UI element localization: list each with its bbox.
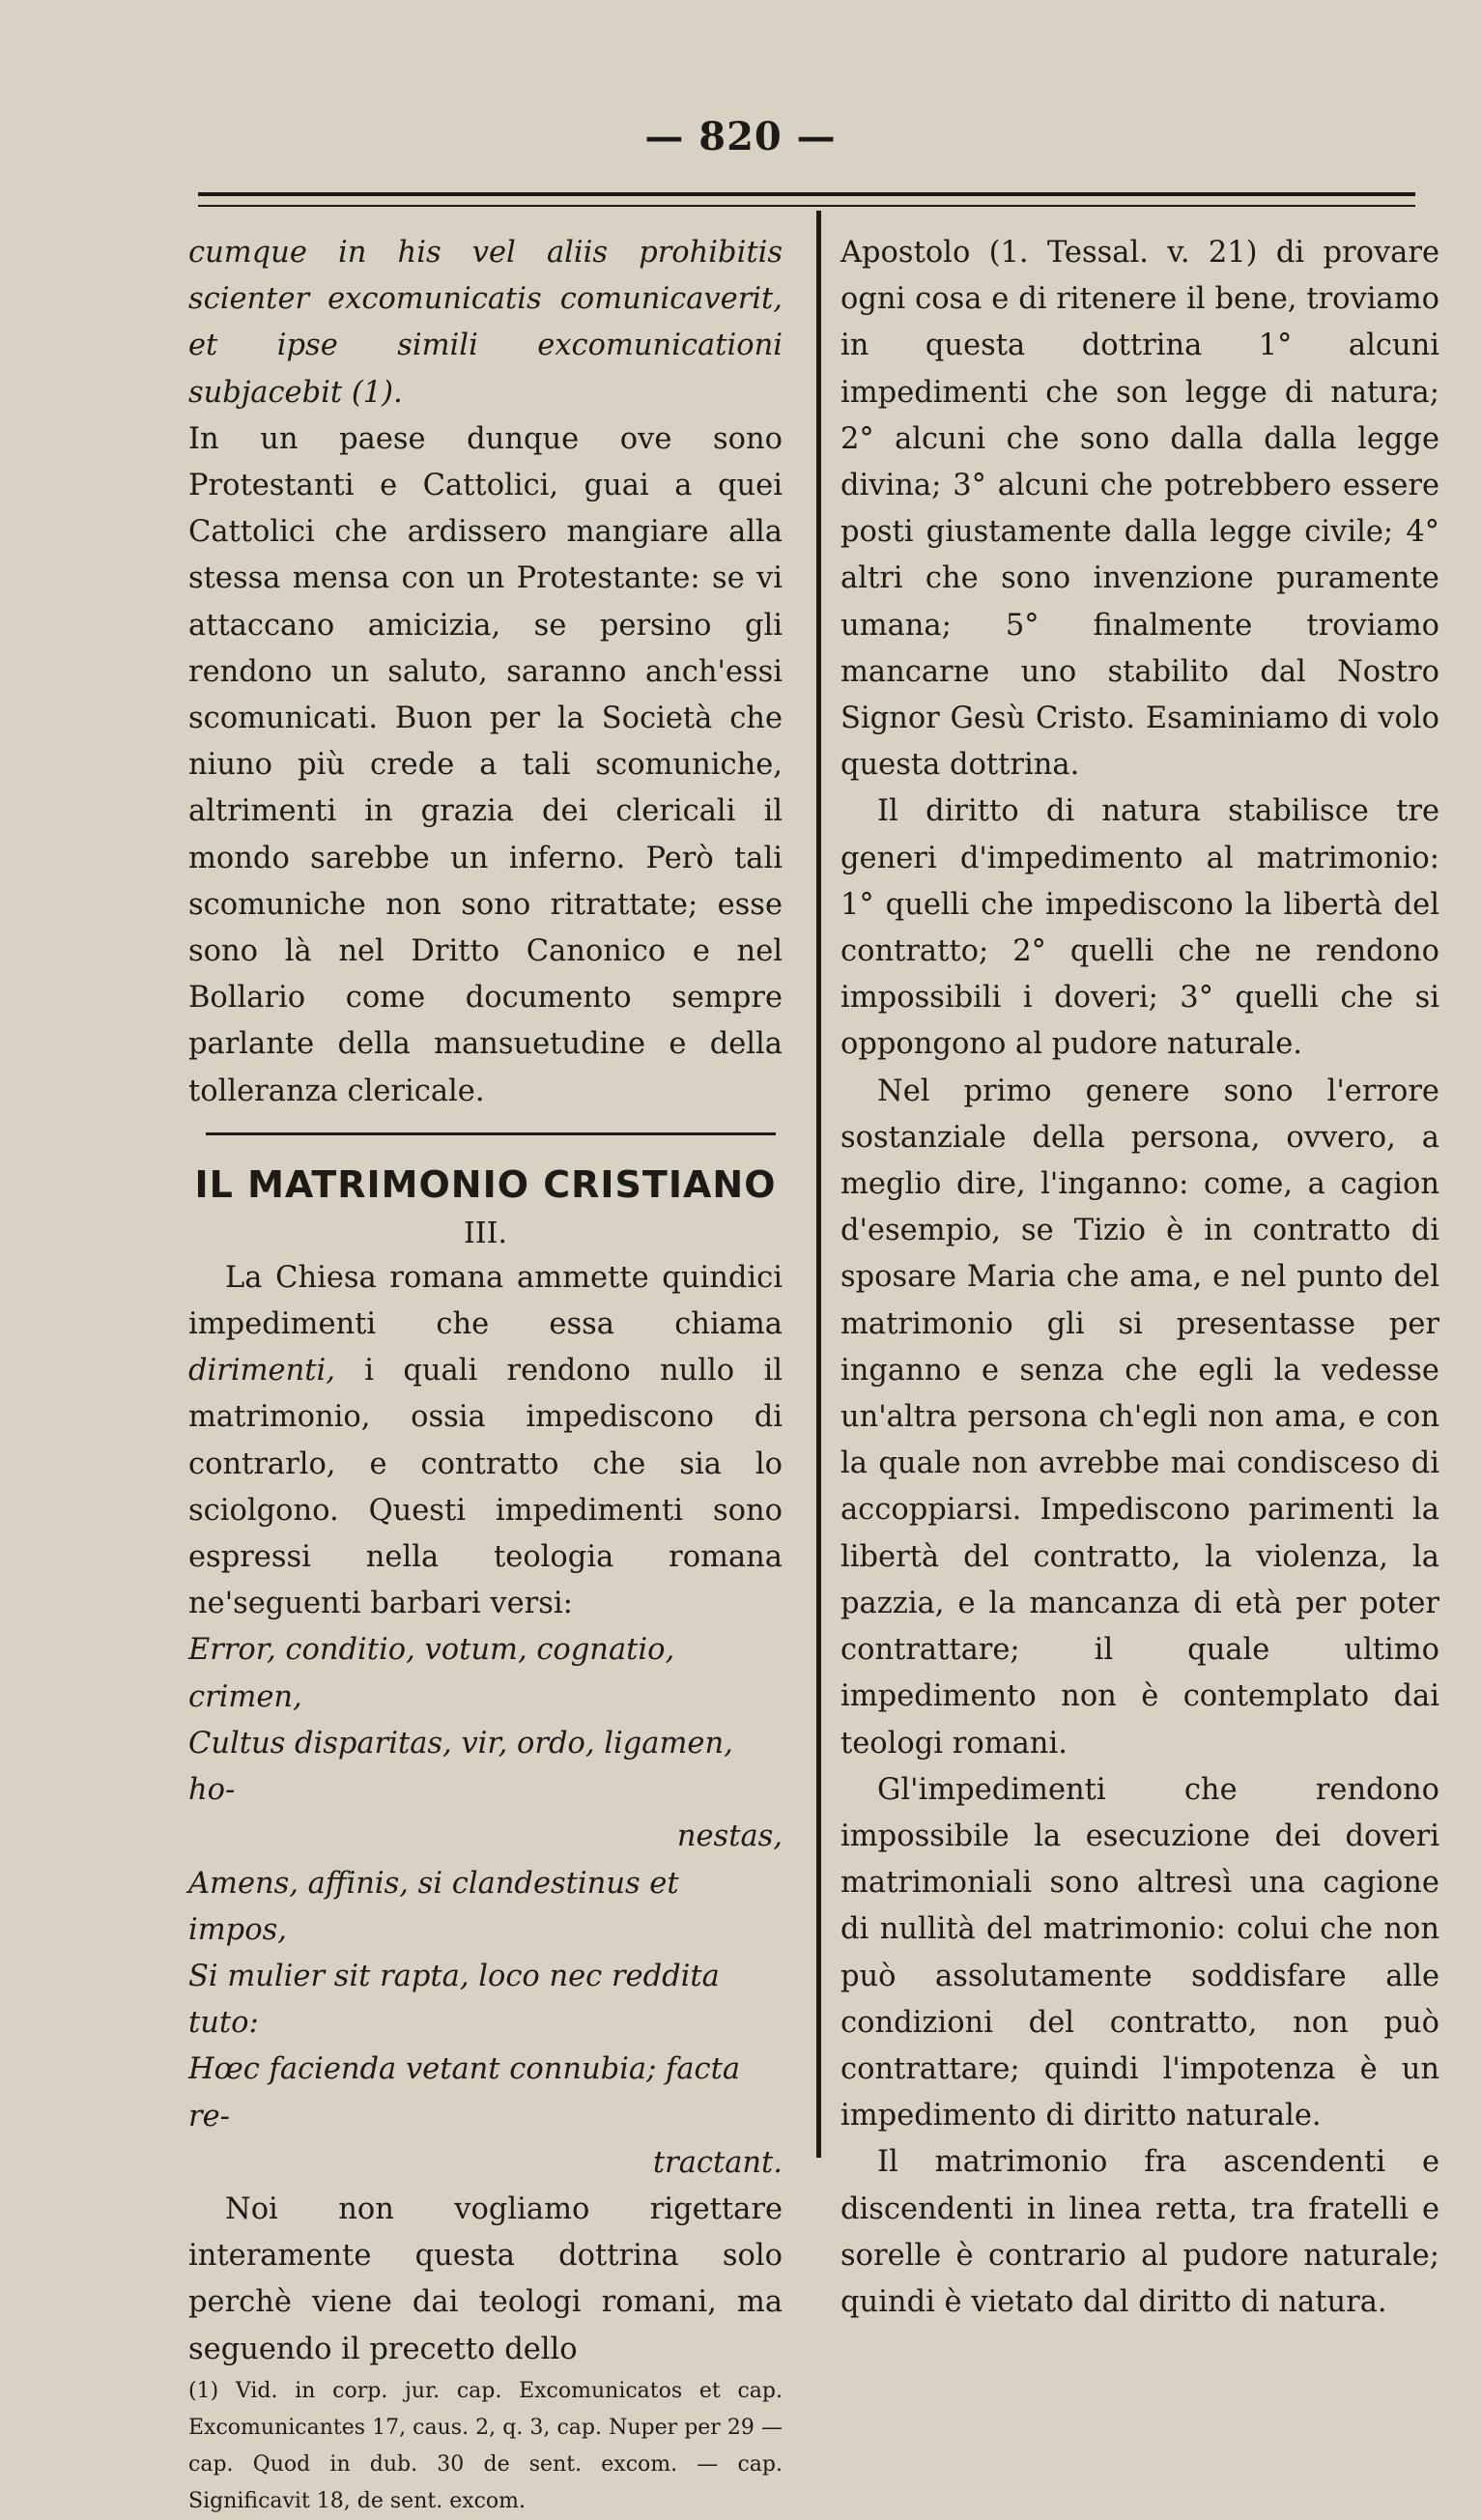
- right-paragraph-3: Nel primo genere sono l'errore sostanziale della persona, ovvero, a meglio dire, l'inganno: come, a cagion d'esempio, se Tizio è in contratto di sposare Maria che ama, e nel punto del matrimonio gli si presentasse per inganno e senza che egli la vedesse un'altra persona ch'egli non ama, e con la quale non avrebbe mai condisceso di accoppiarsi. Impediscono parimenti la libertà del contratto, la violenza, la pazzia, e la mancanza di età per poter contrattare; il quale ultimo impedimento non è contemplato dai teologi romani.: [840, 1074, 1439, 1761]
- right-paragraph-1: Apostolo (1. Tessal. v. 21) di provare ogni cosa e di ritenere il bene, troviamo in questa dottrina 1° alcuni impedimenti che son legge di natura; 2° alcuni che sono dalla dalla legge divina; 3° alcuni che potrebbero essere posti giustamente dalla legge civile; 4° altri che sono invenzione puramente umana; 5° finalmente troviamo mancarne uno stabilito dal Nostro Signor Gesù Cristo. Esaminiamo di volo questa dottrina.: [840, 236, 1439, 783]
- right-paragraph-5: Il matrimonio fra ascendenti e discendenti in linea retta, tra fratelli e sorelle è contrario al pudore naturale; quindi è vietato dal diritto di natura.: [840, 2145, 1439, 2319]
- right-paragraph-2: Il diritto di natura stabilisce tre generi d'impedimento al matrimonio: 1° quelli che impediscono la libertà del contratto; 2° quelli che ne rendono impossibili i doveri; 3° quelli che si oppongono al pudore naturale.: [840, 794, 1439, 1062]
- right-paragraph-4: Gl'impedimenti che rendono impossibile la esecuzione dei doveri matrimoniali sono altresì una cagione di nullità del matrimonio: colui che non può assolutamente soddisfare alle condizioni del contratto, non può contrattare; quindi l'impotenza è un impedimento di diritto naturale.: [840, 1772, 1439, 2133]
- verse-line: Amens, affinis, si clandestinus et impos,: [188, 1866, 679, 1947]
- section-rule: [206, 1132, 776, 1135]
- right-column: [840, 230, 1439, 2326]
- column-divider: [816, 211, 821, 2158]
- term-dirimenti: dirimenti,: [188, 1354, 335, 1389]
- verse-line: Hœc facienda vetant connubia; facta re-: [188, 2052, 741, 2133]
- page-number: — 820 —: [644, 114, 837, 159]
- opening-latin-quote: cumque in his vel aliis prohibitis scienter excomunicatis comunicaverit, et ipse simili excomunicationi subjacebit (1).: [188, 236, 783, 410]
- left-paragraph-3: Noi non vogliamo rigettare interamente questa dottrina solo perchè viene dai teologi romani, ma seguendo il precetto dello: [188, 2191, 783, 2366]
- left-column: [188, 230, 783, 2520]
- section-title: IL MATRIMONIO CRISTIANO: [194, 1162, 777, 1206]
- paragraph-2-start: La Chiesa romana ammette quindici impedimenti che essa chiama: [188, 1260, 783, 1342]
- left-paragraph-1: In un paese dunque ove sono Protestanti e Cattolici, guai a quei Cattolici che ardissero mangiare alla stessa mensa con un Protestante: se vi attaccano amicizia, se persino gli rendono un saluto, saranno anch'essi scomunicati. Buon per la Società che niuno più crede a tali scomuniche, altrimenti in grazia dei clericali il mondo sarebbe un inferno. Però tali scomuniche non sono ritrattate; esse sono là nel Dritto Canonico e nel Bollario come documento sempre parlante della mansuetudine e della tolleranza clericale.: [188, 421, 783, 1108]
- left-paragraph-2: [188, 1255, 783, 1628]
- verse-line-continuation: tractant.: [652, 2145, 783, 2180]
- header-rule: [198, 192, 1415, 207]
- section-number: III.: [463, 1216, 508, 1250]
- paragraph-2-rest: i quali rendono nullo il matrimonio, ossia impediscono di contrarlo, e contratto che sia lo sciolgono. Questi impedimenti sono espressi nella teologia romana ne'seguenti barbari versi:: [188, 1354, 783, 1621]
- latin-verses: [188, 1627, 783, 2186]
- verse-line-continuation: nestas,: [676, 1819, 783, 1854]
- verse-line: Cultus disparitas, vir, ordo, ligamen, ho-: [188, 1726, 733, 1808]
- footnote: (1) Vid. in corp. jur. cap. Excomunicatos et cap. Excomunicantes 17, caus. 2, q. 3, cap. Nuper per 29 — cap. Quod in dub. 30 de sent. excom. — cap. Significavit 18, de sent. excom.: [188, 2378, 783, 2513]
- verse-line: Error, conditio, votum, cognatio, crimen,: [188, 1633, 675, 1714]
- verse-line: Si mulier sit rapta, loco nec reddita tuto:: [188, 1959, 720, 2041]
